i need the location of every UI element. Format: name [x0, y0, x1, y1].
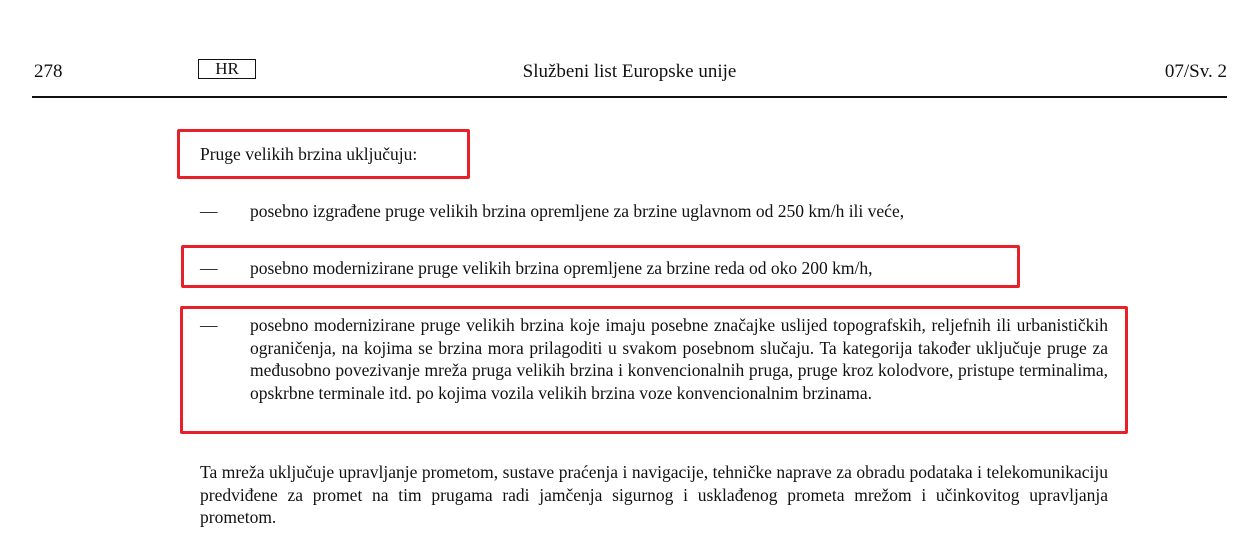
page-number: 278 — [34, 61, 63, 82]
language-code-box: HR — [198, 59, 256, 79]
list-dash: — — [200, 201, 218, 221]
list-item: posebno modernizirane pruge velikih brzina koje imaju posebne značajke uslijed topografskih, reljefnih ili urbanističkih ograničenja, na kojima se brzina mora prilagoditi u svakom posebnom slučaju. Ta kategorija također uključuje pruge za međusobno povezivanje mreža pruga velikih brzina i konvencionalnih pruga, pruge kroz kolodvore, pristupe terminalima, opskrbne terminale itd. po kojima vozila velikih brzina voze konvencionalnim brzinama. — [250, 315, 1108, 403]
highlight-box-item-2 — [181, 245, 1020, 288]
closing-paragraph: Ta mreža uključuje upravljanje prometom, sustave praćenja i navigacije, tehničke naprave za obradu podataka i telekomunikaciju predviđene za promet na tim prugama radi jamčenja sigurnog i usklađenog prometa mrežom i učinkovitog upravljanja prometom. — [200, 462, 1108, 527]
header-rule — [32, 96, 1227, 98]
journal-title: Službeni list Europske unije — [522, 61, 737, 82]
list-item: posebno izgrađene pruge velikih brzina opremljene za brzine uglavnom od 250 km/h ili veće, — [250, 201, 905, 221]
highlight-box-item-3 — [180, 306, 1128, 434]
list-dash: — — [200, 258, 218, 278]
list-dash: — — [200, 315, 218, 335]
list-item: posebno modernizirane pruge velikih brzina opremljene za brzine reda od oko 200 km/h, — [250, 258, 873, 278]
issue-reference: 07/Sv. 2 — [1164, 61, 1227, 82]
intro-text: Pruge velikih brzina uključuju: — [200, 144, 418, 164]
highlight-box-intro — [177, 129, 470, 179]
